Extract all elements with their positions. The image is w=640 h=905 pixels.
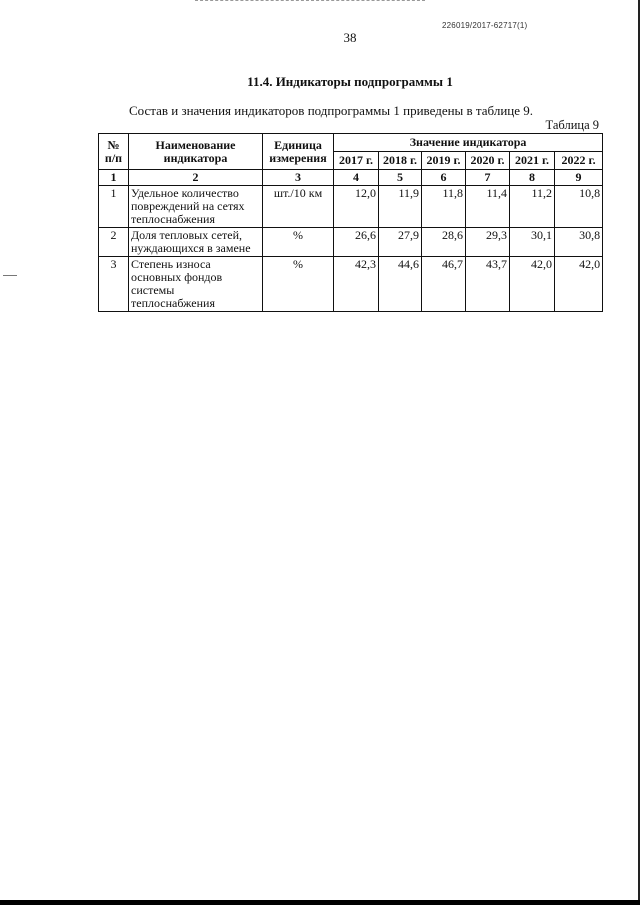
indicator-value: 42,3	[334, 257, 379, 312]
table-label: Таблица 9	[545, 118, 599, 132]
indicator-name: Удельное количество повреждений на сетях теплоснабжения	[129, 186, 263, 228]
table-row	[99, 228, 603, 257]
indicator-name: Доля тепловых сетей, нуждающихся в замене	[129, 228, 263, 257]
indicator-value: 11,9	[379, 186, 422, 228]
table-row	[99, 186, 603, 228]
scan-edge-bottom	[0, 900, 640, 905]
indicator-value: 12,0	[334, 186, 379, 228]
header-unit: Единица измерения	[263, 134, 334, 170]
indicator-value: 27,9	[379, 228, 422, 257]
document-id: 226019/2017-62717(1)	[442, 21, 528, 30]
indicator-value: 11,8	[422, 186, 466, 228]
intro-paragraph: Состав и значения индикаторов подпрограммы 1 приведены в таблице 9.	[129, 103, 534, 118]
header-name: Наименование индикатора	[129, 134, 263, 170]
indicator-value: 10,8	[555, 186, 603, 228]
margin-mark	[3, 275, 17, 276]
indicator-value: 42,0	[510, 257, 555, 312]
column-number: 5	[379, 170, 422, 186]
indicator-value: 44,6	[379, 257, 422, 312]
column-number: 6	[422, 170, 466, 186]
header-year: 2022 г.	[555, 152, 603, 170]
header-value-group: Значение индикатора	[334, 134, 603, 152]
header-year: 2021 г.	[510, 152, 555, 170]
indicator-unit: %	[263, 228, 334, 257]
column-number-row	[99, 170, 603, 186]
section-heading: 11.4. Индикаторы подпрограммы 1	[247, 74, 453, 89]
indicator-unit: шт./10 км	[263, 186, 334, 228]
header-year: 2017 г.	[334, 152, 379, 170]
page-number: 38	[343, 30, 357, 45]
indicator-value: 42,0	[555, 257, 603, 312]
column-number: 9	[555, 170, 603, 186]
indicators-table	[98, 133, 603, 312]
header-num: № п/п	[99, 134, 129, 170]
indicator-value: 30,1	[510, 228, 555, 257]
indicator-value: 46,7	[422, 257, 466, 312]
header-row-top	[99, 134, 603, 152]
column-number: 2	[129, 170, 263, 186]
column-number: 3	[263, 170, 334, 186]
top-rule	[195, 0, 425, 1]
indicator-value: 28,6	[422, 228, 466, 257]
indicator-value: 43,7	[466, 257, 510, 312]
indicator-value: 26,6	[334, 228, 379, 257]
indicator-value: 30,8	[555, 228, 603, 257]
indicator-value: 29,3	[466, 228, 510, 257]
row-num: 1	[99, 186, 129, 228]
header-year: 2019 г.	[422, 152, 466, 170]
column-number: 8	[510, 170, 555, 186]
indicator-value: 11,4	[466, 186, 510, 228]
header-year: 2020 г.	[466, 152, 510, 170]
header-year: 2018 г.	[379, 152, 422, 170]
column-number: 7	[466, 170, 510, 186]
column-number: 1	[99, 170, 129, 186]
table-row	[99, 257, 603, 312]
indicator-value: 11,2	[510, 186, 555, 228]
row-num: 2	[99, 228, 129, 257]
indicator-unit: %	[263, 257, 334, 312]
column-number: 4	[334, 170, 379, 186]
indicator-name: Степень износа основных фондов системы теплоснабжения	[129, 257, 263, 312]
row-num: 3	[99, 257, 129, 312]
